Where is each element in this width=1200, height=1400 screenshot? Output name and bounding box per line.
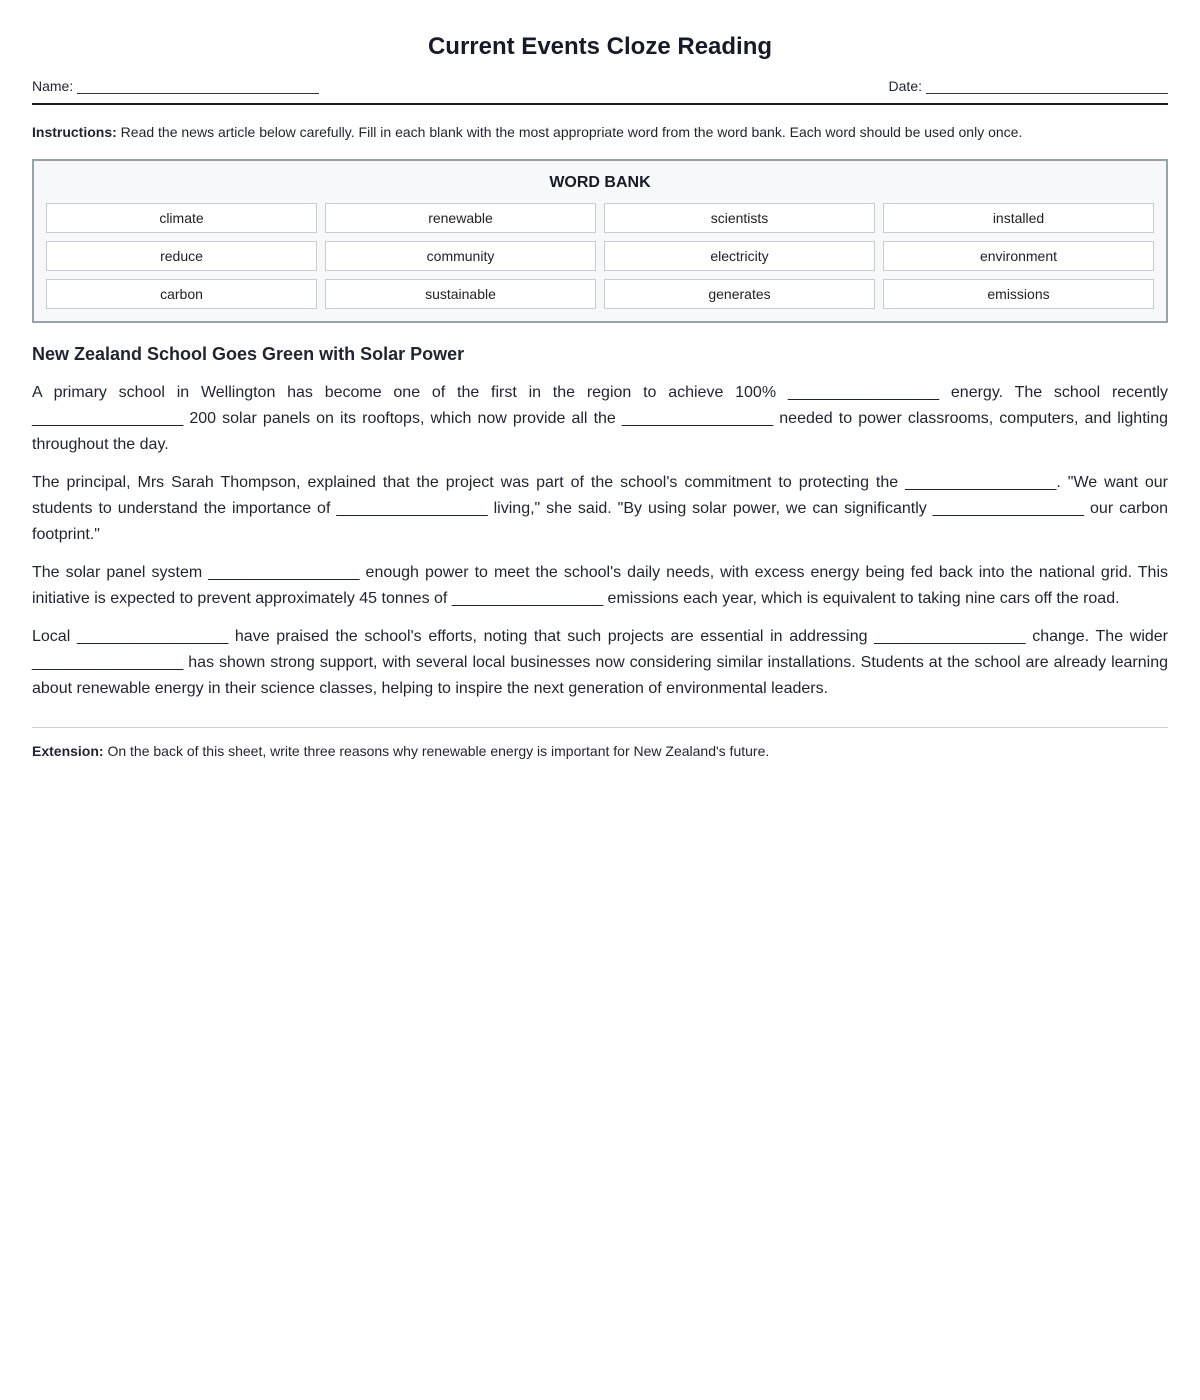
fill-in-blank-11: _________________ (32, 654, 184, 671)
extension-task (32, 742, 1168, 760)
paragraph-text: living," she said. "By using solar power, we can significantly (493, 500, 927, 517)
paragraph-text: The solar panel system (32, 564, 203, 581)
article-paragraph-4 (32, 624, 1168, 702)
fill-in-blank-8: _________________ (451, 590, 604, 607)
student-info-row (32, 78, 1168, 105)
paragraph-text: emissions each year, which is equivalent to taking nine cars off the road. (607, 590, 1120, 607)
paragraph-text: change. The wider (1032, 628, 1169, 645)
paragraph-text: has shown strong support, with several local businesses now considering similar installations. Students at the school are already learning about renewable energy in their science classes, helping to inspire the next generation of environmental leaders. (32, 654, 1169, 697)
fill-in-blank-7: _________________ (208, 564, 360, 581)
fill-in-blank-3: _________________ (621, 410, 774, 427)
date-field (889, 78, 1168, 94)
word-bank-grid (46, 203, 1154, 309)
word-bank-item: community (325, 241, 596, 271)
paragraph-text: The principal, Mrs Sarah Thompson, explained that the project was part of the school's commitment to protecting the (32, 474, 899, 491)
article-paragraph-3 (32, 560, 1168, 612)
fill-in-blank-1: _________________ (787, 384, 940, 401)
name-label: Name: (32, 78, 74, 94)
word-bank-item: electricity (604, 241, 875, 271)
paragraph-text: A primary school in Wellington has become one of the first in the region to achieve 100% (32, 384, 777, 401)
fill-in-blank-6: _________________ (932, 500, 1085, 517)
fill-in-blank-10: _________________ (874, 628, 1026, 645)
paragraph-text: Local (32, 628, 71, 645)
instructions-label: Instructions: (32, 124, 117, 140)
paragraph-text: have praised the school's efforts, noting that such projects are essential in addressing (234, 628, 868, 645)
name-field (32, 78, 319, 94)
page-title: Current Events Cloze Reading (427, 33, 773, 60)
instructions (32, 123, 1168, 141)
word-bank-item: carbon (46, 279, 317, 309)
word-bank-item: installed (883, 203, 1154, 233)
word-bank (32, 159, 1168, 323)
fill-in-blank-9: _________________ (76, 628, 229, 645)
section-divider (32, 727, 1168, 728)
word-bank-item: sustainable (325, 279, 596, 309)
word-bank-item: climate (46, 203, 317, 233)
extension-label: Extension: (32, 743, 104, 759)
article-paragraph-1 (32, 380, 1168, 458)
word-bank-title: WORD BANK (549, 174, 651, 191)
worksheet-page (32, 0, 1168, 760)
fill-in-blank-5: _________________ (336, 500, 488, 517)
word-bank-item: scientists (604, 203, 875, 233)
word-bank-item: environment (883, 241, 1154, 271)
instructions-text: Read the news article below carefully. Fill in each blank with the most appropriate word from the word bank. Each word should be used only once. (120, 124, 1023, 140)
paragraph-text: energy. The school recently (950, 384, 1168, 401)
word-bank-item: emissions (883, 279, 1154, 309)
name-blank-line (77, 79, 319, 94)
paragraph-text: our carbon footprint." (32, 500, 1169, 543)
extension-text: On the back of this sheet, write three reasons why renewable energy is important for New Zealand's future. (107, 743, 770, 759)
fill-in-blank-2: _________________ (32, 410, 184, 427)
article-paragraph-2 (32, 470, 1168, 548)
paragraph-text: 200 solar panels on its rooftops, which now provide all the (189, 410, 616, 427)
paragraph-text: . "We want our students to understand the importance of (32, 474, 1168, 517)
date-blank-line (926, 79, 1168, 94)
word-bank-item: renewable (325, 203, 596, 233)
paragraph-text: needed to power classrooms, computers, and lighting throughout the day. (32, 410, 1169, 453)
paragraph-text: enough power to meet the school's daily needs, with excess energy being fed back into the national grid. This initiative is expected to prevent approximately 45 tonnes of (32, 564, 1169, 607)
word-bank-item: generates (604, 279, 875, 309)
word-bank-item: reduce (46, 241, 317, 271)
date-label: Date: (888, 78, 922, 94)
fill-in-blank-4: _________________ (905, 474, 1057, 491)
article-title: New Zealand School Goes Green with Solar Power (32, 344, 465, 364)
